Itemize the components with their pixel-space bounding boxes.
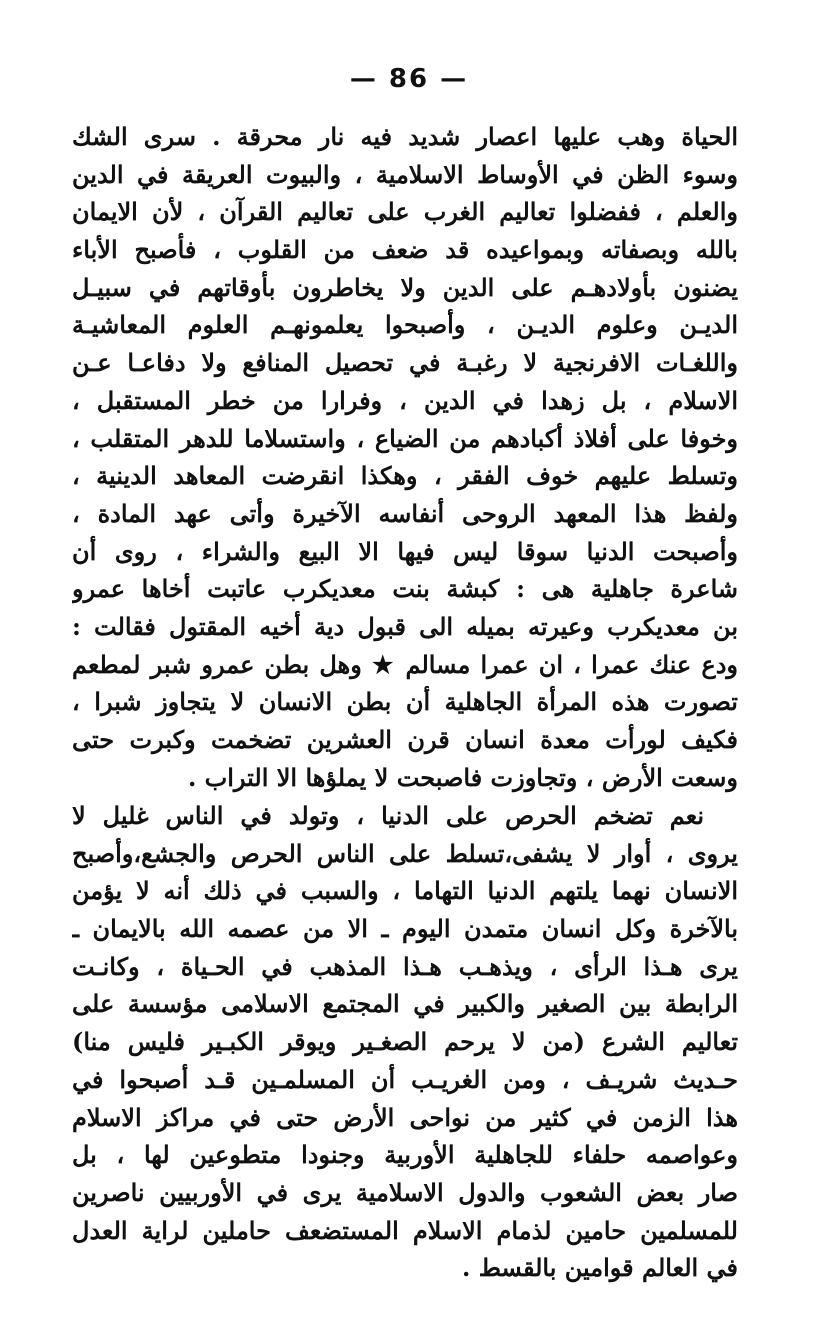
text-line: شاعرة جاهلية هى : كبشة بنت معديكرب عاتبت أخاها عمرو (72, 574, 738, 604)
text-line: نعم تضخم الحرص على الدنيا ، وتولد في الناس غليل لا (72, 801, 704, 830)
text-line: وتسلط عليهم خوف الفقر ، وهكذا انقرضت المعاهد الدينية ، (72, 461, 738, 491)
text-line: وخوفا على أفلاذ أكبادهم من الضياع ، واستسلاما للدهر المتقلب ، (72, 423, 738, 453)
text-line: في العالم قوامين بالقسط . (462, 1253, 738, 1283)
text-line: بالله وبصفاته وبمواعيده قد ضعف من القلوب ، فأصبح الأباء (72, 235, 738, 265)
verse-line: ودع عنك عمرا ، ان عمرا مسالم ★ وهل بطن عمرو شبر لمطعم (72, 649, 738, 679)
paragraph-1 (72, 118, 738, 796)
text-line: فكيف لورأت معدة انسان قرن العشرين تضخمت وكبرت حتى (72, 725, 738, 754)
text-line: صار بعض الشعوب والدول الاسلامية يرى في الأوربيين ناصرين (72, 1177, 738, 1207)
text-line: للمسلمين حامين لذمام الاسلام المستضعف حاملين لراية العدل (72, 1215, 738, 1245)
text-line: هذا الزمن في كثير من نواحى الأرض حتى في مراكز الاسلام (72, 1102, 738, 1132)
text-line: الحياة وهب عليها اعصار شديد فيه نار محرقة . سرى الشك (72, 122, 738, 151)
page-number: — 86 — (349, 64, 469, 94)
text-line: واللغـات الافرنجية لا رغبـة في تحصيل المنافع ولا دفاعـا عـن (72, 348, 738, 378)
text-line: بن معديكرب وعيرته بميله الى قبول دية أخيه المقتول فقالت : (72, 611, 738, 641)
text-line: الديـن وعلوم الديـن ، وأصبحوا يعلمونهـم العلوم المعاشيـة (72, 310, 738, 340)
text-line: الرابطة بين الصغير والكبير في المجتمع الاسلامى مؤسسة على (72, 989, 738, 1019)
text-line: ولفظ هذا المعهد الروحى أنفاسه الآخيرة وأتى عهد المادة ، (72, 498, 738, 528)
text-line: وأصبحت الدنيا سوقا ليس فيها الا البيع والشراء ، روى أن (72, 536, 738, 566)
text-line: وسعت الأرض ، وتجاوزت فاصبحت لا يملؤها الا التراب . (187, 762, 738, 792)
text-line: الانسان نهما يلتهم الدنيا التهاما ، والسبب في ذلك أنه لا يؤمن (72, 876, 738, 906)
text-line: يضنون بأولادهـم على الدين ولا يخاطرون بأوقاتهم في سبيـل (72, 272, 738, 302)
text-line: الاسلام ، بل زهدا في الدين ، وفرارا من خطر المستقبل ، (72, 385, 738, 415)
text-line: وعواصمه حلفاء للجاهلية الأوربية وجنودا متطوعين لها ، بل (72, 1140, 738, 1170)
text-line: يرى هـذا الرأى ، ويذهـب هـذا المذهب في الحـياة ، وكانـت (72, 951, 738, 981)
text-line: تعاليم الشرع (من لا يرحم الصغـير ويوقر الكبـير فليس منا) (72, 1027, 738, 1057)
paragraph-2 (72, 797, 738, 1287)
text-line: والعلم ، ففضلوا تعاليم الغرب على تعاليم القرآن ، لأن الايمان (72, 197, 738, 227)
text-line: تصورت هذه المرأة الجاهلية أن بطن الانسان لا يتجاوز شبرا ، (72, 687, 738, 717)
text-line: وسوء الظن في الأوساط الاسلامية ، والبيوت العريقة في الدين (72, 159, 738, 189)
text-line: حـديث شريـف ، ومن الغريـب أن المسلمـين قـد أصبحوا في (72, 1064, 738, 1094)
text-line: يروى ، أوار لا يشفى،تسلط على الناس الحرص والجشع،وأصبح (72, 838, 738, 868)
text-line: بالآخرة وكل انسان متمدن اليوم ـ الا من عصمه الله بالايمان ـ (72, 914, 738, 944)
